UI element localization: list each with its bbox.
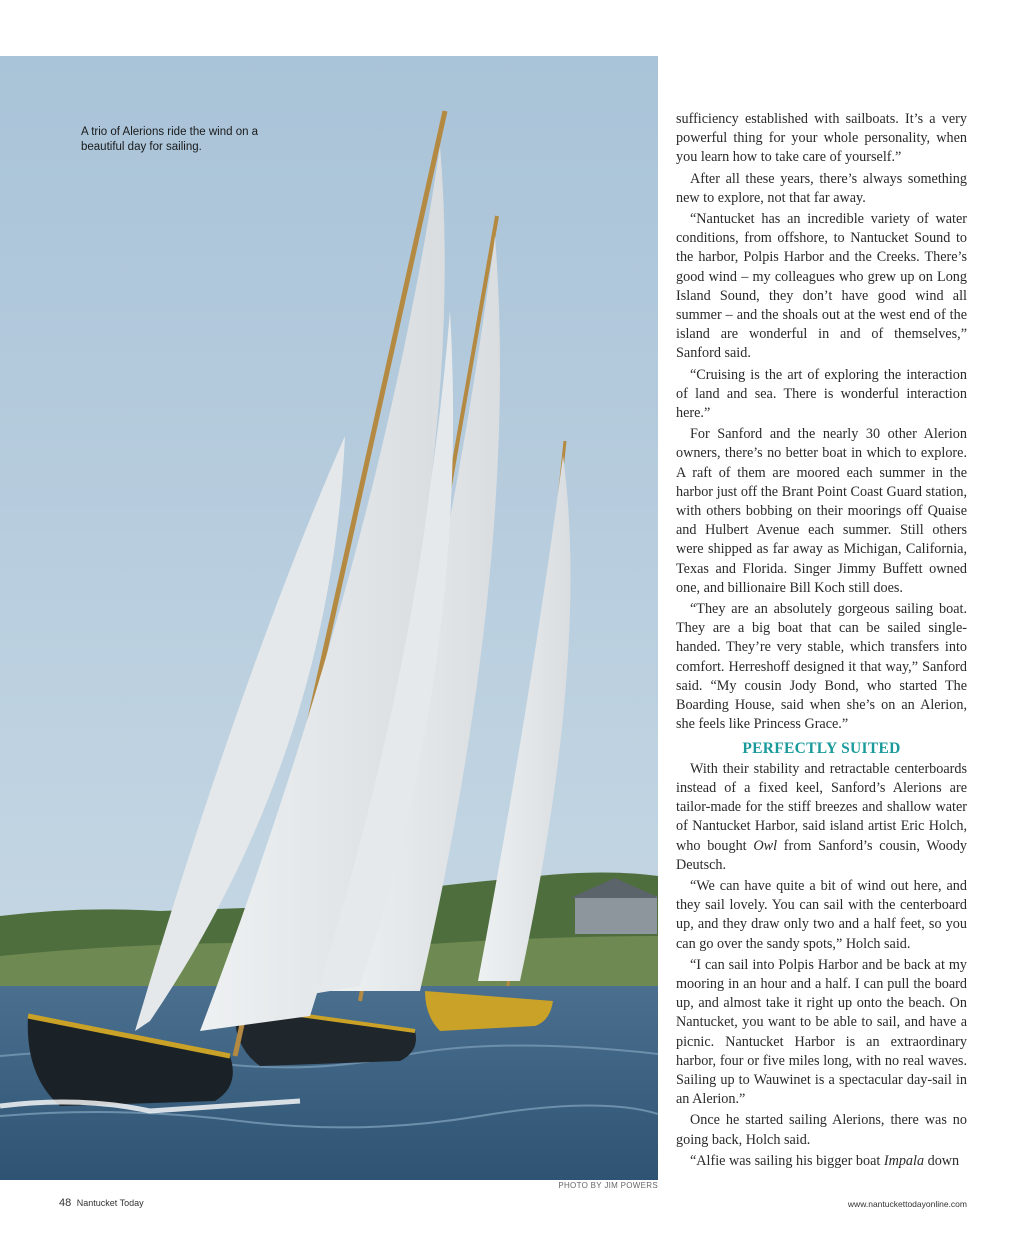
text-run: down bbox=[924, 1152, 960, 1169]
sailboat-photo bbox=[0, 56, 658, 1180]
text-run: “Alfie was sailing his bigger boat bbox=[690, 1152, 884, 1169]
article-paragraph: “I can sail into Polpis Harbor and be back at my mooring in an hour and a half. I can pull the board up, and almost take it right up onto the beach. On Nantucket, you want to be able to sail, and have a picnic. Nantucket Harbor is an extraordinary harbor, four or five miles long, with no real waves. Sailing up to Wauwinet is a spectacular day-sail in an Alerion.” bbox=[676, 956, 967, 1108]
article-paragraph bbox=[676, 1152, 967, 1171]
article-paragraph bbox=[676, 760, 967, 875]
page-number: 48 bbox=[59, 1197, 72, 1209]
article-paragraph: “We can have quite a bit of wind out here, and they sail lovely. You can sail with the centerboard up, and they draw only two and a half feet, so you can go over the sandy spots,” Holch said. bbox=[676, 877, 967, 952]
sailboat-illustration bbox=[0, 56, 658, 1180]
footer-website: www.nantuckettodayonline.com bbox=[847, 1199, 967, 1209]
photo-caption: A trio of Alerions ride the wind on a beautiful day for sailing. bbox=[81, 126, 259, 153]
text-run: With their stability and retractable centerboards instead of a fixed keel, Sanford’s Alerions are tailor-made for the stiff breezes and shallow water of Nantucket Harbor, said island artist Eric Holch, who bought bbox=[676, 760, 967, 854]
boat-name: Owl bbox=[753, 837, 778, 854]
article-paragraph: sufficiency established with sailboats. It’s a very powerful thing for your whole personality, when you learn how to take care of yourself.” bbox=[676, 111, 967, 166]
section-heading: PERFECTLY SUITED bbox=[742, 739, 901, 757]
article-paragraph: “Nantucket has an incredible variety of water conditions, from offshore, to Nantucket Sound to the harbor, Polpis Harbor and the Creeks. There’s good wind – my colleagues who grew up on Long Island Sound, they don’t have good wind all summer – and the shoals out at the west end of the island are wonderful in and of themselves,” Sanford said. bbox=[676, 211, 967, 362]
text-run: from Sanford’s cousin, Woody Deutsch. bbox=[676, 837, 968, 873]
article-paragraph: Once he started sailing Alerions, there was no going back, Holch said. bbox=[676, 1112, 967, 1148]
boat-name: Impala bbox=[883, 1152, 925, 1169]
publication-name: Nantucket Today bbox=[76, 1198, 144, 1208]
article-paragraph: For Sanford and the nearly 30 other Alerion owners, there’s no better boat in which to explore. A raft of them are moored each summer in the harbor just off the Brant Point Coast Guard station, with others bobbing on their moorings off Quaise and Hulbert Avenue each summer. Still others were shipped as far away as Michigan, California, Texas and Florida. Singer Jimmy Buffett owned one, and billionaire Bill Koch still does. bbox=[676, 426, 967, 596]
footer-folio bbox=[59, 1197, 144, 1209]
photo-credit: PHOTO BY JIM POWERS bbox=[558, 1181, 658, 1190]
article-paragraph: “Cruising is the art of exploring the interaction of land and sea. There is wonderful interaction here.” bbox=[676, 366, 967, 422]
article-paragraph: After all these years, there’s always something new to explore, not that far away. bbox=[676, 170, 967, 206]
article-column bbox=[676, 110, 967, 1173]
article-paragraph: “They are an absolutely gorgeous sailing boat. They are a big boat that can be sailed single-handed. They’re very stable, which transfers into comfort. Herreshoff designed it that way,” Sanford said. “My cousin Jody Bond, who started The Boarding House, said when she’s on an Alerion, she feels like Princess Grace.” bbox=[676, 601, 967, 733]
